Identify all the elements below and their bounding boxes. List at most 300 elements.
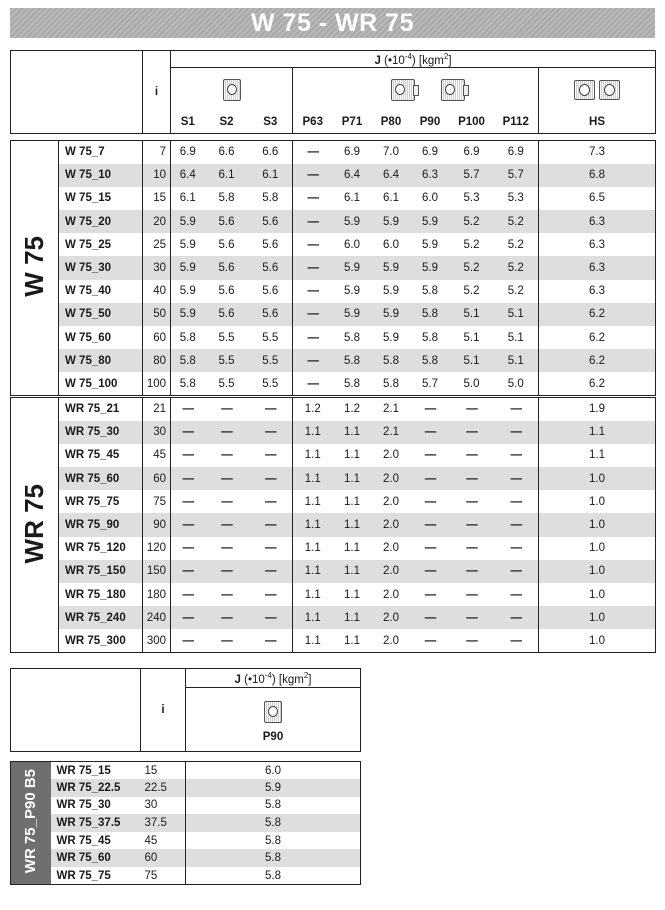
cell-value: 1.2 [333, 398, 372, 421]
col-header-p5: P112 [494, 112, 539, 134]
cell-value: — [171, 444, 205, 467]
row-ratio: 10 [143, 164, 171, 187]
cell-value: 1.1 [333, 560, 372, 583]
motor-flange-icon [223, 79, 241, 101]
cell-value: — [411, 537, 450, 560]
cell-value: 6.3 [539, 210, 656, 233]
row-ratio: 30 [143, 421, 171, 444]
cell-value: — [205, 513, 249, 536]
cell-value: 2.1 [372, 421, 411, 444]
cell-value: 6.2 [539, 303, 656, 326]
cell-value: 5.2 [450, 256, 494, 279]
cell-value: — [205, 421, 249, 444]
cell-value: — [249, 444, 293, 467]
motor-adapter-icon [441, 79, 465, 101]
cell-value: 1.1 [293, 583, 333, 606]
cell-value: 5.3 [494, 187, 539, 210]
row-ratio: 21 [143, 398, 171, 421]
cell-value: 6.2 [539, 372, 656, 395]
cell-value: 6.3 [539, 233, 656, 256]
p90-col-label: P90 [262, 730, 284, 743]
cell-value: — [171, 560, 205, 583]
row-name: W 75_7 [59, 141, 143, 164]
row-name: WR 75_120 [59, 537, 143, 560]
cell-value: 5.1 [494, 349, 539, 372]
row-name: W 75_60 [59, 326, 143, 349]
cell-value: 6.9 [450, 141, 494, 164]
row-name: WR 75_45 [59, 444, 143, 467]
cell-value: 5.6 [205, 303, 249, 326]
row-ratio: 75 [141, 867, 186, 885]
table-row [11, 867, 361, 885]
cell-value: 1.1 [539, 444, 656, 467]
cell-value: — [249, 537, 293, 560]
cell-value: — [205, 467, 249, 490]
row-name: W 75_20 [59, 210, 143, 233]
cell-value: 5.9 [372, 303, 411, 326]
row-name: WR 75_21 [59, 398, 143, 421]
cell-value: 1.1 [293, 560, 333, 583]
col-header-s1: S1 [171, 112, 205, 134]
cell-value: 5.9 [186, 779, 361, 797]
row-ratio: 50 [143, 303, 171, 326]
cell-value: 1.9 [539, 398, 656, 421]
cell-value: 5.6 [249, 210, 293, 233]
table-row [11, 398, 656, 421]
row-ratio: 22.5 [141, 779, 186, 797]
cell-value: 6.6 [205, 141, 249, 164]
cell-value: 5.6 [249, 280, 293, 303]
cell-value: — [450, 398, 494, 421]
row-name: WR 75_90 [59, 513, 143, 536]
cell-value: 6.9 [171, 141, 205, 164]
title-banner [10, 8, 655, 38]
table-row [11, 629, 656, 652]
p90-j-unit-header: J $(•10^{-4})$ [kgm$^2$] [186, 669, 361, 688]
cell-value: 2.0 [372, 629, 411, 652]
row-name: WR 75_15 [51, 762, 141, 780]
table-row [11, 797, 361, 815]
row-name: W 75_15 [59, 187, 143, 210]
cell-value: 5.6 [249, 233, 293, 256]
cell-value: 5.1 [494, 326, 539, 349]
cell-value: 5.9 [333, 280, 372, 303]
row-ratio: 15 [143, 187, 171, 210]
row-ratio: 30 [143, 256, 171, 279]
cell-value: 5.2 [494, 210, 539, 233]
cell-value: — [293, 187, 333, 210]
cell-value: 1.1 [293, 606, 333, 629]
cell-value: — [293, 256, 333, 279]
cell-value: 5.8 [171, 326, 205, 349]
table-row [11, 164, 656, 187]
cell-value: 5.8 [186, 867, 361, 885]
row-ratio: 45 [141, 832, 186, 850]
p90-table [10, 761, 361, 885]
cell-value: — [450, 606, 494, 629]
cell-value: — [450, 513, 494, 536]
cell-value: 5.5 [249, 349, 293, 372]
cell-value: 6.1 [333, 187, 372, 210]
cell-value: 2.0 [372, 513, 411, 536]
cell-value: — [494, 606, 539, 629]
row-ratio: 150 [143, 560, 171, 583]
cell-value: — [293, 141, 333, 164]
row-name: WR 75_30 [59, 421, 143, 444]
table-row [11, 349, 656, 372]
cell-value: 5.8 [411, 303, 450, 326]
cell-value: 1.0 [539, 467, 656, 490]
cell-value: 1.1 [293, 444, 333, 467]
cell-value: — [293, 372, 333, 395]
row-name: WR 75_37.5 [51, 814, 141, 832]
cell-value: 5.8 [333, 372, 372, 395]
cell-value: 6.1 [372, 187, 411, 210]
table-row [11, 141, 656, 164]
cell-value: — [171, 537, 205, 560]
cell-value: 6.2 [539, 349, 656, 372]
cell-value: 2.0 [372, 606, 411, 629]
cell-value: — [450, 629, 494, 652]
cell-value: 1.1 [293, 629, 333, 652]
cell-value: 5.6 [205, 256, 249, 279]
cell-value: 1.1 [333, 421, 372, 444]
cell-value: 5.9 [171, 303, 205, 326]
cell-value: — [450, 583, 494, 606]
cell-value: 5.6 [205, 280, 249, 303]
wr75-table [10, 397, 656, 653]
cell-value: 6.1 [171, 187, 205, 210]
header-i: i [143, 51, 171, 134]
cell-value: 5.7 [450, 164, 494, 187]
cell-value: 5.9 [171, 280, 205, 303]
table-row [11, 779, 361, 797]
p-group-icon-cell [293, 68, 539, 112]
hollow-shaft-icon [574, 80, 595, 100]
wr75p90-group-label: WR 75_P90 B5 [22, 769, 40, 874]
cell-value: 5.8 [205, 187, 249, 210]
cell-value: — [293, 210, 333, 233]
cell-value: — [411, 583, 450, 606]
cell-value: 5.7 [494, 164, 539, 187]
cell-value: 5.8 [411, 349, 450, 372]
row-name: WR 75_240 [59, 606, 143, 629]
cell-value: — [494, 513, 539, 536]
cell-value: 5.9 [411, 210, 450, 233]
table-row [11, 256, 656, 279]
cell-value: 6.3 [539, 256, 656, 279]
p90-table-header [10, 668, 361, 752]
row-ratio: 30 [141, 797, 186, 815]
cell-value: — [411, 560, 450, 583]
cell-value: 5.5 [249, 326, 293, 349]
row-ratio: 45 [143, 444, 171, 467]
cell-value: 5.6 [205, 210, 249, 233]
cell-value: — [411, 444, 450, 467]
table-row [11, 326, 656, 349]
j-unit-header: J $(•10^{-4})$ [kgm$^2$] [171, 51, 656, 68]
cell-value: — [205, 606, 249, 629]
row-ratio: 240 [143, 606, 171, 629]
cell-value: 5.9 [411, 233, 450, 256]
table-row [11, 210, 656, 233]
cell-value: 6.1 [249, 164, 293, 187]
cell-value: 5.8 [186, 814, 361, 832]
cell-value: — [411, 629, 450, 652]
cell-value: 1.0 [539, 583, 656, 606]
table-row [11, 832, 361, 850]
wr75p90-group-cell [11, 762, 51, 885]
cell-value: 1.1 [293, 490, 333, 513]
cell-value: — [249, 467, 293, 490]
cell-value: 5.8 [411, 280, 450, 303]
cell-value: — [494, 560, 539, 583]
cell-value: — [171, 513, 205, 536]
row-ratio: 60 [143, 467, 171, 490]
cell-value: 5.8 [333, 326, 372, 349]
cell-value: 6.4 [372, 164, 411, 187]
cell-value: — [411, 513, 450, 536]
cell-value: 5.9 [333, 210, 372, 233]
wr75-group-cell [11, 398, 59, 653]
row-ratio: 60 [141, 849, 186, 867]
cell-value: — [171, 606, 205, 629]
cell-value: 1.1 [293, 467, 333, 490]
cell-value: 6.9 [494, 141, 539, 164]
cell-value: 1.1 [333, 513, 372, 536]
cell-value: 6.5 [539, 187, 656, 210]
cell-value: — [494, 421, 539, 444]
cell-value: 5.1 [450, 326, 494, 349]
row-name: W 75_25 [59, 233, 143, 256]
cell-value: — [293, 164, 333, 187]
cell-value: 1.1 [333, 606, 372, 629]
col-header-p0: P63 [293, 112, 333, 134]
cell-value: 5.6 [249, 256, 293, 279]
col-header-p3: P90 [411, 112, 450, 134]
col-header-hs: HS [539, 112, 656, 134]
s-group-icon-cell [171, 68, 293, 112]
cell-value: 5.9 [171, 210, 205, 233]
table-row [11, 583, 656, 606]
cell-value: 1.1 [293, 537, 333, 560]
page-title: W 75 - WR 75 [251, 9, 414, 37]
row-ratio: 60 [143, 326, 171, 349]
table-row [11, 467, 656, 490]
cell-value: 1.1 [333, 467, 372, 490]
row-ratio: 300 [143, 629, 171, 652]
cell-value: 2.0 [372, 467, 411, 490]
header-blank [11, 51, 143, 134]
row-name: WR 75_75 [59, 490, 143, 513]
cell-value: 2.1 [372, 398, 411, 421]
cell-value: 5.9 [171, 233, 205, 256]
cell-value: — [293, 349, 333, 372]
row-ratio: 25 [143, 233, 171, 256]
row-ratio: 40 [143, 280, 171, 303]
cell-value: 1.1 [333, 537, 372, 560]
cell-value: — [293, 233, 333, 256]
cell-value: 5.5 [205, 326, 249, 349]
cell-value: 5.8 [372, 349, 411, 372]
cell-value: 2.0 [372, 560, 411, 583]
cell-value: — [293, 303, 333, 326]
cell-value: 1.1 [333, 490, 372, 513]
cell-value: — [205, 398, 249, 421]
row-name: WR 75_30 [51, 797, 141, 815]
cell-value: 1.0 [539, 560, 656, 583]
table-row [11, 303, 656, 326]
cell-value: 7.0 [372, 141, 411, 164]
cell-value: — [205, 583, 249, 606]
row-name: W 75_50 [59, 303, 143, 326]
cell-value: — [249, 606, 293, 629]
cell-value: 2.0 [372, 490, 411, 513]
cell-value: — [171, 490, 205, 513]
cell-value: 2.0 [372, 537, 411, 560]
row-name: WR 75_180 [59, 583, 143, 606]
table-row [11, 814, 361, 832]
col-header-s2: S2 [205, 112, 249, 134]
cell-value: 5.9 [411, 256, 450, 279]
cell-value: 5.8 [186, 797, 361, 815]
row-name: W 75_100 [59, 372, 143, 395]
cell-value: 7.3 [539, 141, 656, 164]
p90-header-blank [11, 669, 141, 752]
cell-value: 5.1 [494, 303, 539, 326]
cell-value: — [411, 490, 450, 513]
cell-value: 6.4 [333, 164, 372, 187]
cell-value: — [249, 629, 293, 652]
row-ratio: 37.5 [141, 814, 186, 832]
cell-value: 5.8 [171, 372, 205, 395]
cell-value: 5.9 [372, 280, 411, 303]
cell-value: 5.8 [411, 326, 450, 349]
row-ratio: 90 [143, 513, 171, 536]
cell-value: 1.1 [333, 444, 372, 467]
table-row [11, 187, 656, 210]
cell-value: 5.1 [450, 349, 494, 372]
cell-value: 5.3 [450, 187, 494, 210]
cell-value: 1.0 [539, 537, 656, 560]
cell-value: 5.2 [494, 256, 539, 279]
cell-value: 5.7 [411, 372, 450, 395]
cell-value: 5.0 [494, 372, 539, 395]
cell-value: — [450, 444, 494, 467]
hs-group-icon-cell [539, 68, 656, 112]
row-ratio: 120 [143, 537, 171, 560]
col-header-s3: S3 [249, 112, 293, 134]
cell-value: — [205, 560, 249, 583]
cell-value: 1.1 [333, 629, 372, 652]
cell-value: 5.6 [205, 233, 249, 256]
cell-value: — [494, 537, 539, 560]
cell-value: — [450, 421, 494, 444]
cell-value: 5.2 [494, 280, 539, 303]
cell-value: — [171, 421, 205, 444]
cell-value: 5.5 [249, 372, 293, 395]
row-name: WR 75_22.5 [51, 779, 141, 797]
cell-value: 5.0 [450, 372, 494, 395]
cell-value: — [171, 629, 205, 652]
cell-value: 5.8 [372, 372, 411, 395]
cell-value: 6.9 [333, 141, 372, 164]
col-header-p4: P100 [450, 112, 494, 134]
row-name: WR 75_75 [51, 867, 141, 885]
cell-value: 6.4 [171, 164, 205, 187]
col-header-p1: P71 [333, 112, 372, 134]
cell-value: — [205, 444, 249, 467]
row-ratio: 80 [143, 349, 171, 372]
row-name: W 75_80 [59, 349, 143, 372]
cell-value: 5.2 [494, 233, 539, 256]
cell-value: 5.2 [450, 233, 494, 256]
cell-value: — [450, 537, 494, 560]
cell-value: 5.2 [450, 210, 494, 233]
row-ratio: 7 [143, 141, 171, 164]
w75-group-cell [11, 141, 59, 396]
cell-value: 6.6 [249, 141, 293, 164]
cell-value: 1.0 [539, 490, 656, 513]
cell-value: — [249, 583, 293, 606]
cell-value: 5.9 [333, 256, 372, 279]
cell-value: — [411, 421, 450, 444]
cell-value: 6.8 [539, 164, 656, 187]
cell-value: 6.0 [333, 233, 372, 256]
cell-value: 5.8 [333, 349, 372, 372]
w75-group-label: W 75 [19, 236, 49, 297]
row-name: WR 75_60 [51, 849, 141, 867]
cell-value: — [249, 560, 293, 583]
cell-value: 5.9 [372, 326, 411, 349]
cell-value: 5.9 [171, 256, 205, 279]
cell-value: 5.1 [450, 303, 494, 326]
table-row [11, 233, 656, 256]
cell-value: 1.2 [293, 398, 333, 421]
table-row [11, 762, 361, 780]
table-row [11, 560, 656, 583]
row-ratio: 15 [141, 762, 186, 780]
col-header-p2: P80 [372, 112, 411, 134]
row-ratio: 180 [143, 583, 171, 606]
cell-value: — [411, 467, 450, 490]
cell-value: — [411, 398, 450, 421]
cell-value: — [293, 280, 333, 303]
row-ratio: 100 [143, 372, 171, 395]
cell-value: — [494, 629, 539, 652]
cell-value: — [249, 398, 293, 421]
table-row [11, 444, 656, 467]
cell-value: 1.1 [333, 583, 372, 606]
cell-value: 6.0 [411, 187, 450, 210]
table-row [11, 849, 361, 867]
cell-value: 5.6 [249, 303, 293, 326]
cell-value: 1.1 [539, 421, 656, 444]
table-row [11, 280, 656, 303]
cell-value: 5.5 [205, 372, 249, 395]
cell-value: 2.0 [372, 583, 411, 606]
cell-value: 1.1 [293, 513, 333, 536]
cell-value: 6.2 [539, 326, 656, 349]
table-row [11, 513, 656, 536]
cell-value: — [494, 490, 539, 513]
p90-icon-cell [186, 688, 361, 752]
cell-value: 5.9 [372, 256, 411, 279]
main-table-header [10, 50, 656, 134]
row-ratio: 20 [143, 210, 171, 233]
cell-value: 6.0 [372, 233, 411, 256]
motor-adapter-icon [391, 79, 415, 101]
